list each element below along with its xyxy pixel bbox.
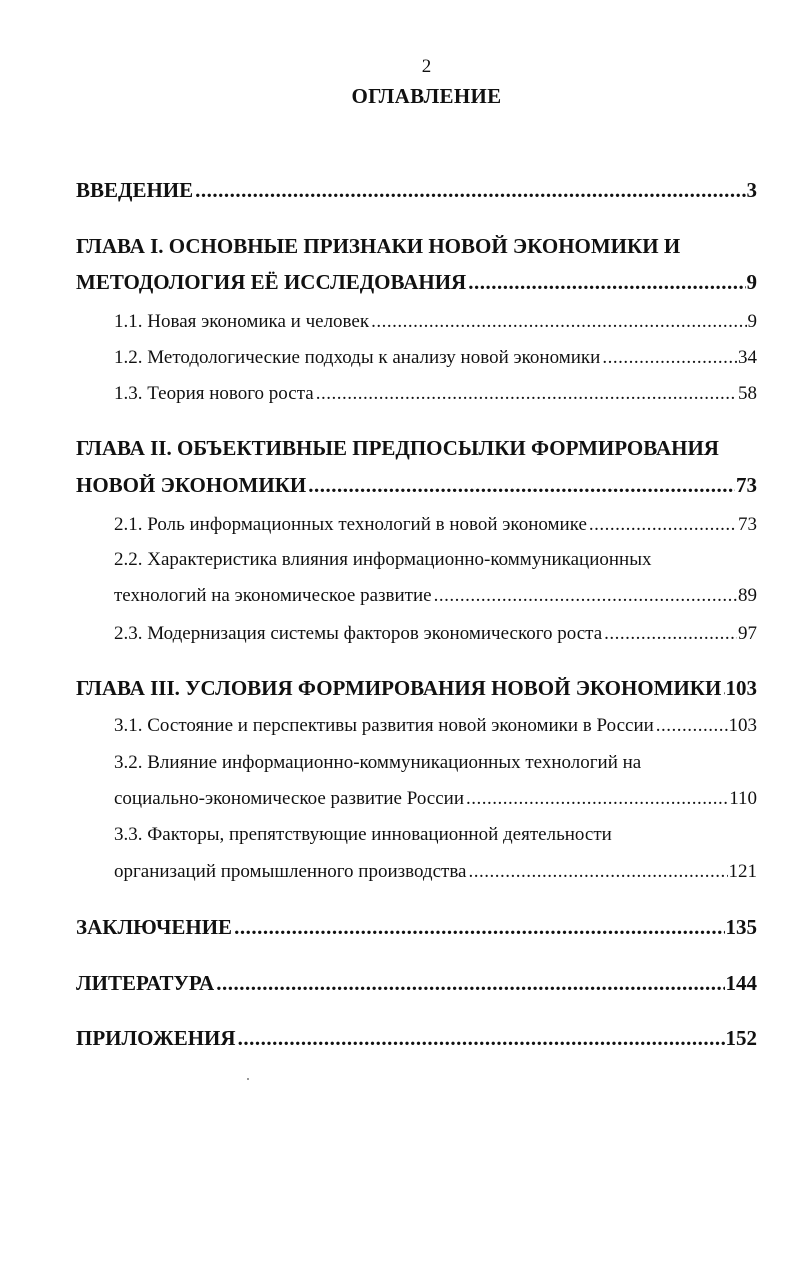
toc-entry-introduction[interactable]	[76, 180, 757, 201]
toc-page-number: 89	[738, 585, 757, 606]
toc-section-3-2-line1[interactable]	[114, 753, 757, 772]
toc-entry-label: ПРИЛОЖЕНИЯ	[76, 1026, 236, 1050]
toc-page-number: 144	[725, 971, 757, 995]
toc-entry-section-3-2[interactable]	[114, 789, 757, 808]
dot-leader	[308, 475, 735, 496]
toc-entry-label: 2.2. Характеристика влияния информационно-коммуникационных	[114, 549, 652, 570]
page-title: ОГЛАВЛЕНИЕ	[351, 84, 502, 108]
toc-entry-section-2-2[interactable]	[114, 586, 757, 605]
toc-page-number: 58	[738, 383, 757, 404]
toc-page-number: 34	[738, 347, 757, 368]
toc-page-number: 110	[729, 788, 757, 809]
dot-leader	[723, 678, 724, 699]
toc-entry-section-2-1[interactable]	[114, 515, 757, 534]
toc-entry-label: социально-экономическое развитие России	[114, 788, 465, 809]
toc-entry-conclusion[interactable]	[76, 917, 757, 938]
toc-page-number: 73	[736, 473, 757, 497]
toc-entry-section-1-1[interactable]	[114, 312, 757, 331]
toc-entry-section-1-2[interactable]	[114, 348, 757, 367]
toc-entry-label: ВВЕДЕНИЕ	[76, 178, 194, 202]
toc-section-3-3-line1[interactable]	[114, 825, 757, 844]
dot-leader	[468, 272, 745, 293]
toc-entry-chapter2[interactable]	[76, 475, 757, 496]
toc-entry-label: ГЛАВА II. ОБЪЕКТИВНЫЕ ПРЕДПОСЫЛКИ ФОРМИРОВАНИЯ	[76, 436, 719, 460]
toc-entry-literature[interactable]	[76, 973, 757, 994]
toc-page-number: 3	[746, 178, 757, 202]
toc-chapter1-title-line1[interactable]	[76, 236, 757, 257]
dot-leader	[234, 917, 724, 938]
toc-page-number: 121	[728, 861, 757, 882]
toc-entry-label: 1.1. Новая экономика и человек	[114, 311, 370, 332]
toc-entry-section-3-3[interactable]	[114, 862, 757, 881]
toc-entry-label: ГЛАВА I. ОСНОВНЫЕ ПРИЗНАКИ НОВОЙ ЭКОНОМИКИ И	[76, 234, 681, 258]
toc-page-number: 9	[746, 270, 757, 294]
toc-entry-label: МЕТОДОЛОГИЯ ЕЁ ИССЛЕДОВАНИЯ	[76, 270, 467, 294]
dot-leader	[216, 973, 724, 994]
toc-entry-label: 3.2. Влияние информационно-коммуникационных технологий на	[114, 752, 642, 773]
toc-entry-chapter3[interactable]	[76, 678, 757, 699]
dot-leader	[604, 624, 737, 643]
toc-entry-label: ЗАКЛЮЧЕНИЕ	[76, 915, 233, 939]
toc-entry-appendices[interactable]	[76, 1028, 757, 1049]
dot-leader	[602, 348, 737, 367]
page-number: 2	[421, 56, 432, 77]
dot-leader	[466, 789, 728, 808]
toc-page-number: 73	[738, 514, 757, 535]
toc-section-2-2-line1[interactable]	[114, 550, 757, 569]
toc-entry-label: 2.1. Роль информационных технологий в новой экономике	[114, 514, 587, 535]
toc-page-number: 135	[725, 915, 757, 939]
dot-leader	[195, 180, 745, 201]
toc-page-number: 9	[747, 311, 757, 332]
toc-entry-label: 3.1. Состояние и перспективы развития новой экономики в России	[114, 715, 654, 736]
toc-entry-label: 1.3. Теория нового роста	[114, 383, 314, 404]
toc-entry-label: НОВОЙ ЭКОНОМИКИ	[76, 473, 307, 497]
toc-entry-label: ГЛАВА III. УСЛОВИЯ ФОРМИРОВАНИЯ НОВОЙ ЭКОНОМИКИ	[76, 676, 722, 700]
dot-leader	[656, 716, 728, 735]
toc-entry-section-1-3[interactable]	[114, 384, 757, 403]
toc-chapter2-title-line1[interactable]	[76, 438, 757, 459]
toc-entry-label: 2.3. Модернизация системы факторов экономического роста	[114, 623, 603, 644]
toc-entry-label: ЛИТЕРАТУРА	[76, 971, 215, 995]
toc-page-number: 103	[728, 715, 757, 736]
toc-entry-label: технологий на экономическое развитие	[114, 585, 432, 606]
dot-leader	[238, 1028, 725, 1049]
scan-speck	[247, 1078, 249, 1080]
dot-leader	[316, 384, 737, 403]
toc-entry-chapter1[interactable]	[76, 272, 757, 293]
dot-leader	[469, 862, 728, 881]
dot-leader	[589, 515, 737, 534]
toc-entry-section-2-3[interactable]	[114, 624, 757, 643]
toc-entry-label: 3.3. Факторы, препятствующие инновационной деятельности	[114, 824, 612, 845]
toc-entry-label: организаций промышленного производства	[114, 861, 467, 882]
toc-entry-section-3-1[interactable]	[114, 716, 757, 735]
toc-page-number: 152	[725, 1026, 757, 1050]
toc-page-number: 97	[738, 623, 757, 644]
toc-entry-label: 1.2. Методологические подходы к анализу новой экономики	[114, 347, 601, 368]
toc-page-number: 103	[725, 676, 757, 700]
dot-leader	[434, 586, 737, 605]
dot-leader	[371, 312, 746, 331]
